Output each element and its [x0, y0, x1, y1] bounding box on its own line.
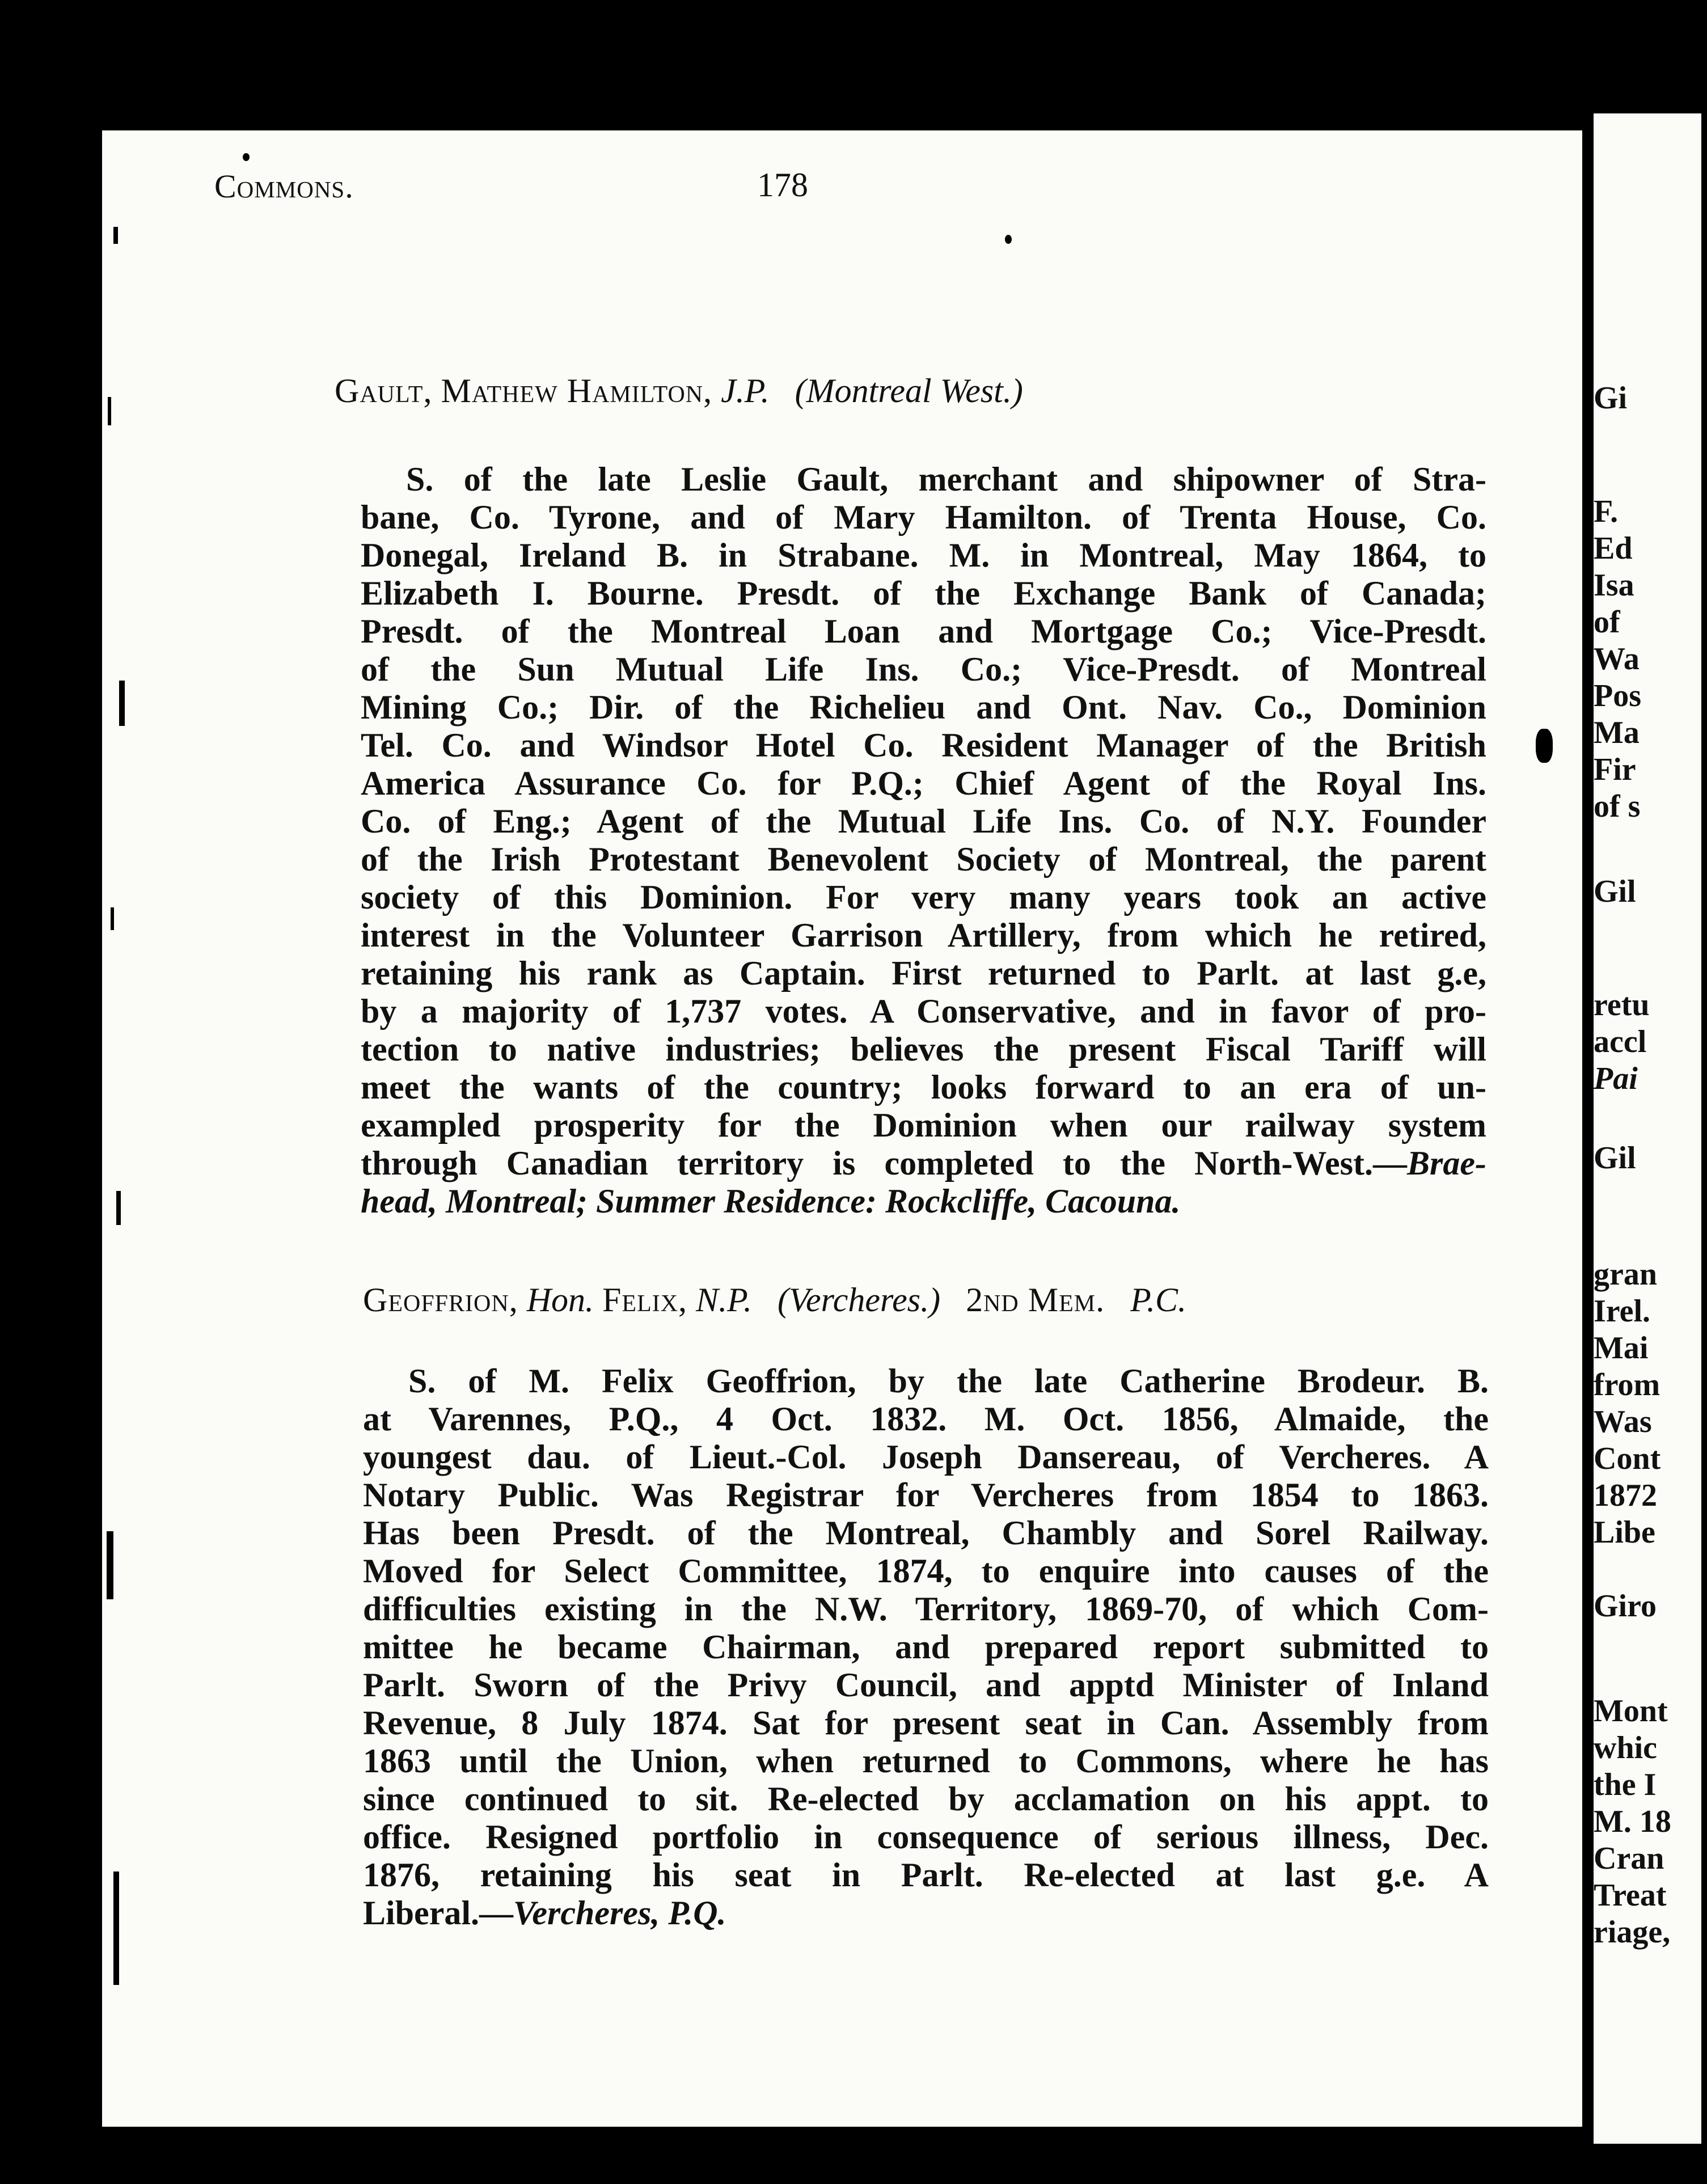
facing-fragment: the I [1594, 1767, 1657, 1802]
bio-line: tection to native industries; believes the present Fiscal Tariff will [361, 1030, 1486, 1068]
facing-fragment: accl [1594, 1024, 1647, 1059]
entry-honorific: Hon. [526, 1281, 594, 1319]
facing-fragment: Was [1594, 1404, 1652, 1439]
facing-fragment: gran [1594, 1257, 1657, 1292]
closing-line [363, 1894, 1489, 1932]
running-head-section: Commons. [214, 168, 354, 205]
bio-line: meet the wants of the country; looks forward to an era of un- [361, 1068, 1486, 1106]
bio-line: Tel. Co. and Windsor Hotel Co. Resident Manager of the British [361, 726, 1486, 764]
facing-fragment: from [1594, 1367, 1660, 1403]
facing-fragment: riage, [1594, 1915, 1671, 1950]
facing-fragment: 1872 [1594, 1478, 1657, 1513]
bio-line: America Assurance Co. for P.Q.; Chief Agent of the Royal Ins. [361, 764, 1486, 802]
bio-line: Co. of Eng.; Agent of the Mutual Life Ins. Co. of N.Y. Founder [361, 802, 1486, 840]
facing-fragment: F. [1594, 494, 1619, 529]
bio-line: youngest dau. of Lieut.-Col. Joseph Dansereau, of Vercheres. A [363, 1438, 1489, 1476]
bio-line: Mining Co.; Dir. of the Richelieu and Ont. Nav. Co., Dominion [361, 688, 1486, 726]
entry-constituency: (Montreal West.) [795, 372, 1023, 409]
bio-line: 1863 until the Union, when returned to Commons, where he has [363, 1742, 1489, 1780]
bio-line: Moved for Select Committee, 1874, to enquire into causes of the [363, 1552, 1489, 1590]
bio-line: mittee he became Chairman, and prepared report submitted to [363, 1628, 1489, 1666]
bio-line: S. of the late Leslie Gault, merchant and shipowner of Stra- [406, 461, 1486, 498]
page-number: 178 [757, 166, 808, 204]
facing-fragment: retu [1594, 987, 1650, 1023]
facing-fragment: Gi [1594, 381, 1628, 416]
bio-line: through Canadian territory is completed to the North-West.— [361, 1144, 1408, 1182]
facing-fragment: Giro [1594, 1589, 1657, 1624]
binding-edge-noise [0, 0, 130, 2184]
facing-fragment: Mont [1594, 1693, 1668, 1729]
facing-fragment: Mai [1594, 1330, 1649, 1366]
entry-title: J.P. [721, 372, 770, 409]
entry-biography-geoffrion [363, 1362, 1489, 1932]
facing-fragment: Fir [1594, 752, 1636, 787]
bio-line: Has been Presdt. of the Montreal, Chambly and Sorel Railway. [363, 1514, 1489, 1552]
bio-line-with-address [361, 1144, 1486, 1182]
entry-council: P.C. [1130, 1281, 1187, 1319]
facing-fragment: Libe [1594, 1515, 1655, 1550]
facing-fragment: Ma [1594, 715, 1640, 750]
facing-fragment: Cont [1594, 1441, 1661, 1476]
bio-line: Revenue, 8 July 1874. Sat for present seat in Can. Assembly from [363, 1704, 1489, 1742]
bio-line: retaining his rank as Captain. First returned to Parlt. at last g.e, [361, 954, 1486, 992]
ink-speck [1536, 729, 1553, 763]
entry-constituency: (Vercheres.) [777, 1281, 941, 1319]
bio-line: Presdt. of the Montreal Loan and Mortgage Co.; Vice-Presdt. [361, 612, 1486, 650]
bio-line: difficulties existing in the N.W. Territory, 1869-70, of which Com- [363, 1590, 1489, 1628]
entry-heading-geoffrion [363, 1281, 1186, 1320]
bio-line: of the Sun Mutual Life Ins. Co.; Vice-Presdt. of Montreal [361, 650, 1486, 688]
facing-fragment: Wa [1594, 641, 1640, 677]
facing-fragment: of [1594, 605, 1620, 640]
entry-title: N.P. [696, 1281, 752, 1319]
bio-line: since continued to sit. Re-elected by acclamation on his appt. to [363, 1780, 1489, 1818]
bio-line: society of this Dominion. For very many years took an active [361, 878, 1486, 916]
ink-speck [1005, 235, 1012, 244]
entry-surname: Gault, [335, 372, 433, 409]
bio-line: 1876, retaining his seat in Parlt. Re-elected at last g.e. A [363, 1856, 1489, 1894]
bio-line: Donegal, Ireland B. in Strabane. M. in Montreal, May 1864, to [361, 537, 1486, 574]
bio-line: exampled prosperity for the Dominion when our railway system [361, 1106, 1486, 1144]
bio-line: S. of M. Felix Geoffrion, by the late Catherine Brodeur. B. [408, 1362, 1489, 1400]
entry-given-names: Felix, [602, 1281, 688, 1319]
facing-fragment: of s [1594, 789, 1641, 824]
entry-surname: Geoffrion, [363, 1281, 518, 1319]
facing-fragment: Isa [1594, 568, 1634, 603]
facing-fragment: Ed [1594, 531, 1633, 566]
facing-fragment: M. 18 [1594, 1804, 1671, 1839]
bio-line: bane, Co. Tyrone, and of Mary Hamilton. of Trenta House, Co. [361, 499, 1486, 536]
bio-line: of the Irish Protestant Benevolent Society of Montreal, the parent [361, 840, 1486, 878]
entry-given-names: Mathew Hamilton, [441, 372, 713, 409]
facing-fragment: whic [1594, 1730, 1657, 1765]
facing-fragment: Pos [1594, 678, 1641, 713]
facing-fragment: Cran [1594, 1841, 1664, 1876]
address-line [361, 1182, 1486, 1220]
address-start: Brae- [1407, 1144, 1486, 1182]
bio-line: at Varennes, P.Q., 4 Oct. 1832. M. Oct. 1856, Almaide, the [363, 1400, 1489, 1438]
address-residence: head, Montreal; Summer Residence: Rockcliffe, Cacouna. [361, 1182, 1181, 1220]
bio-line: office. Resigned portfolio in consequence of serious illness, Dec. [363, 1818, 1489, 1856]
ink-speck [243, 153, 250, 161]
facing-fragment: Pai [1594, 1061, 1638, 1096]
entry-biography-gault [361, 461, 1486, 1220]
facing-fragment: Irel. [1594, 1294, 1651, 1329]
entry-heading-gault [335, 371, 1023, 411]
party: Liberal.— [363, 1894, 513, 1932]
page-gutter [1582, 113, 1594, 2132]
bio-line: Notary Public. Was Registrar for Vercheres from 1854 to 1863. [363, 1476, 1489, 1514]
facing-fragment: Gil [1594, 874, 1636, 909]
facing-fragment: Treat [1594, 1878, 1667, 1913]
bio-line: by a majority of 1,737 votes. A Conservative, and in favor of pro- [361, 992, 1486, 1030]
facing-fragment: Gil [1594, 1140, 1636, 1176]
entry-member-number: 2nd Mem. [966, 1281, 1105, 1319]
facing-page-edge [1594, 113, 1701, 2144]
address: Vercheres, P.Q. [513, 1894, 726, 1932]
bio-line: Parlt. Sworn of the Privy Council, and apptd Minister of Inland [363, 1666, 1489, 1704]
bio-line: Elizabeth I. Bourne. Presdt. of the Exchange Bank of Canada; [361, 574, 1486, 612]
bio-line: interest in the Volunteer Garrison Artillery, from which he retired, [361, 916, 1486, 954]
